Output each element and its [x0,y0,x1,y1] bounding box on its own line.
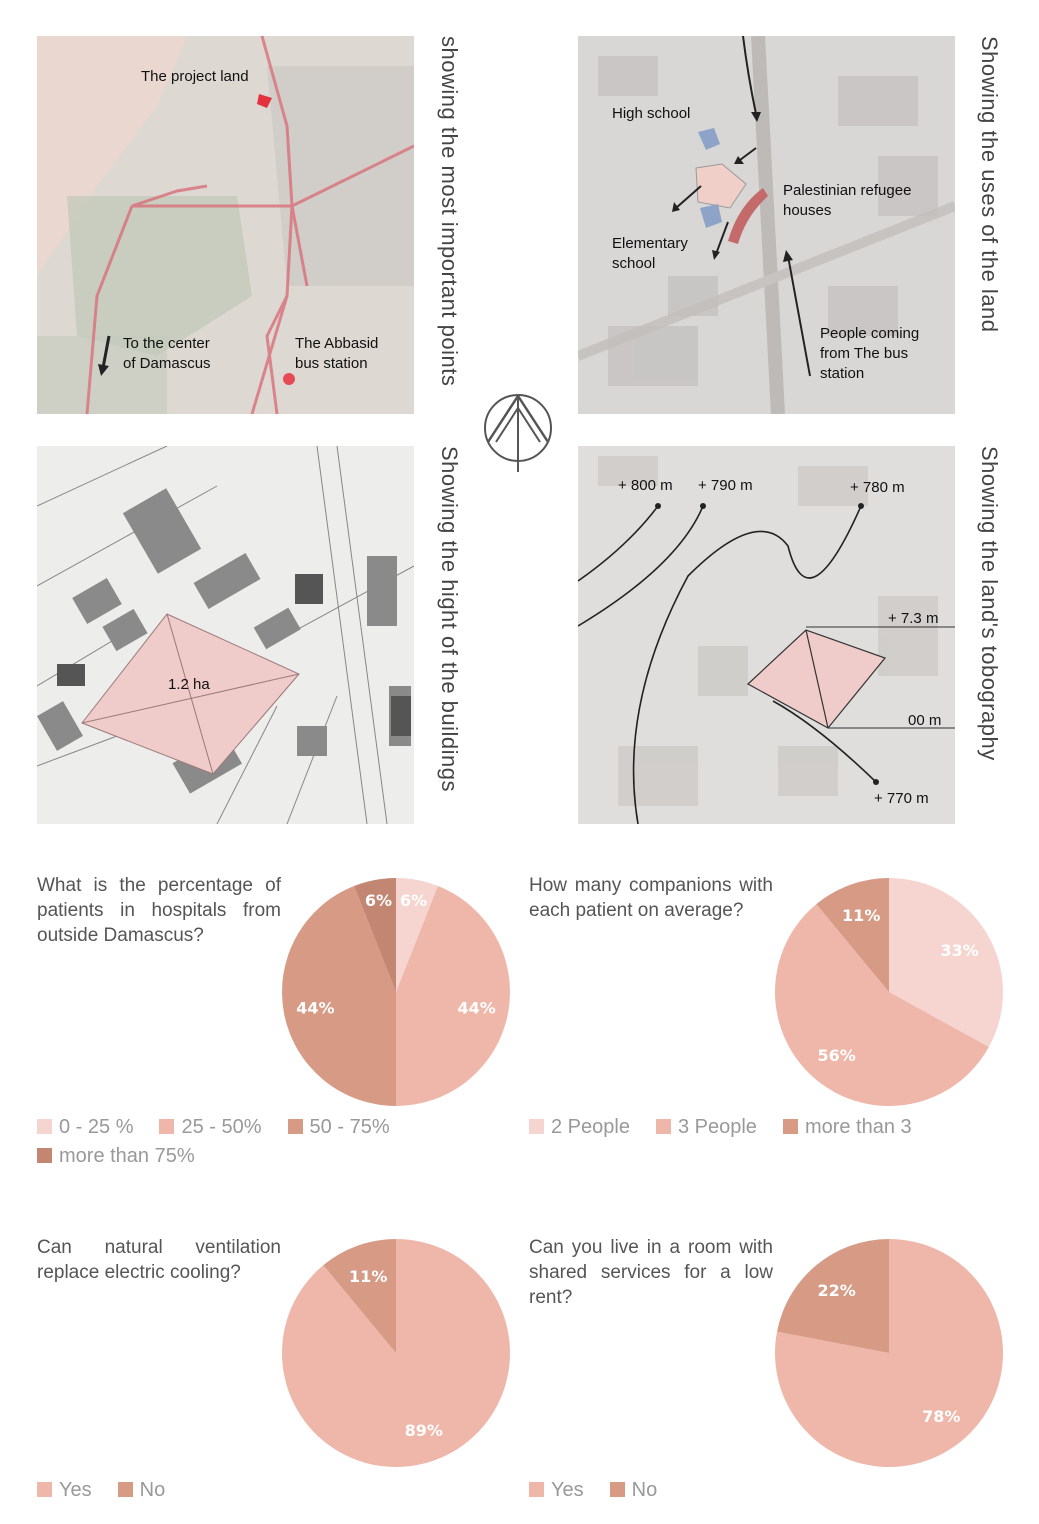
pie-value-label: 89% [404,1421,443,1441]
label-project-land: The project land [141,68,249,85]
pie-svg [774,1238,1004,1468]
pie-chart-shared-room [774,1238,1004,1468]
pie-value-label: 11% [349,1266,388,1286]
label-to-center-1: To the center [123,335,210,352]
pie-value-label: 78% [922,1407,961,1427]
satellite-image [578,446,955,824]
caption-land-uses: Showing the uses of the land [977,36,1002,333]
caption-important-points: showing the most important points [437,36,462,387]
pie-chart-outside-patients [281,877,511,1107]
survey-question-3: Can natural ventilation replace electric cooling? [37,1237,281,1283]
legend-label: 0 - 25 % [59,1116,134,1138]
legend-outside-patients [37,1113,457,1171]
label-to-center-2: of Damascus [123,355,211,372]
pie-value-label: 11% [842,905,881,925]
legend-swatch [37,1119,52,1134]
pie-value-label: 33% [940,941,979,961]
map-land-uses [578,36,955,414]
legend-item-more-than-75 [37,1142,195,1171]
label-7-3: + 7.3 m [888,610,939,627]
legend-item-more-than-3 [783,1113,912,1142]
label-790: + 790 m [698,477,753,494]
legend-swatch [529,1119,544,1134]
legend-label: 50 - 75% [309,1116,390,1138]
legend-swatch [118,1482,133,1497]
legend-label: Yes [59,1479,92,1501]
legend-label: more than 75% [59,1145,195,1167]
label-abbasid-1: The Abbasid [295,335,379,352]
pie-value-label: 6% [399,891,428,911]
label-elementary-1: Elementary [612,235,688,252]
legend-label: 25 - 50% [181,1116,262,1138]
building-footprint-image [37,446,414,824]
legend-swatch [529,1482,544,1497]
pie-chart-ventilation [281,1238,511,1468]
pie-value-label: 56% [817,1046,856,1066]
map-topography [578,446,955,824]
label-780: + 780 m [850,479,905,496]
label-refugee-1: Palestinian refugee [783,182,912,199]
legend-item-3-people [656,1113,757,1142]
label-people-3: station [820,365,865,382]
map-important-points [37,36,414,414]
pie-value-label: 44% [296,998,335,1018]
pie-chart-companions [774,877,1004,1107]
label-people-2: from The bus [820,345,909,362]
pie-value-label: 22% [817,1280,856,1300]
legend-item-2-people [529,1113,630,1142]
legend-swatch [37,1482,52,1497]
label-high-school: High school [612,105,691,122]
label-elementary-2: school [612,255,656,272]
legend-item-0-25 [37,1113,133,1142]
legend-label: No [631,1479,658,1501]
label-00: 00 m [908,712,942,729]
legend-swatch [656,1119,671,1134]
pie-value-label: 44% [457,998,496,1018]
legend-companions [529,1113,989,1142]
caption-building-heights: Showing the hight of the buildings [437,446,462,793]
pie-svg [281,1238,511,1468]
legend-item-25-50 [159,1113,261,1142]
survey-question-1: What is the percentage of patients in hospitals from outside Damascus? [37,875,281,946]
legend-swatch [610,1482,625,1497]
legend-label: 3 People [677,1116,757,1138]
legend-label: No [139,1479,166,1501]
survey-question-2: How many companions with each patient on average? [529,875,773,921]
legend-label: more than 3 [804,1116,912,1138]
legend-label: 2 People [551,1116,630,1138]
legend-shared-room [529,1476,949,1505]
legend-swatch [783,1119,798,1134]
legend-swatch [37,1148,52,1163]
legend-item-50-75 [288,1113,390,1142]
pie-svg [774,877,1004,1107]
label-770: + 770 m [874,790,929,807]
pie-value-label: 6% [364,891,393,911]
legend-swatch [288,1119,303,1134]
label-area: 1.2 ha [168,676,210,693]
label-800: + 800 m [618,477,673,494]
legend-label: Yes [551,1479,584,1501]
map-building-heights [37,446,414,824]
legend-item-yes [37,1476,92,1505]
caption-topography: Showing the land's tobography [977,446,1002,761]
pie-svg [281,877,511,1107]
label-people-1: People coming [820,325,920,342]
north-arrow-icon [482,388,554,474]
legend-ventilation [37,1476,457,1505]
legend-item-no [118,1476,166,1505]
legend-item-no [610,1476,658,1505]
survey-question-4: Can you live in a room with shared services for a low rent? [529,1237,773,1308]
label-abbasid-2: bus station [295,355,368,372]
legend-item-yes [529,1476,584,1505]
legend-swatch [159,1119,174,1134]
label-refugee-2: houses [783,202,832,219]
